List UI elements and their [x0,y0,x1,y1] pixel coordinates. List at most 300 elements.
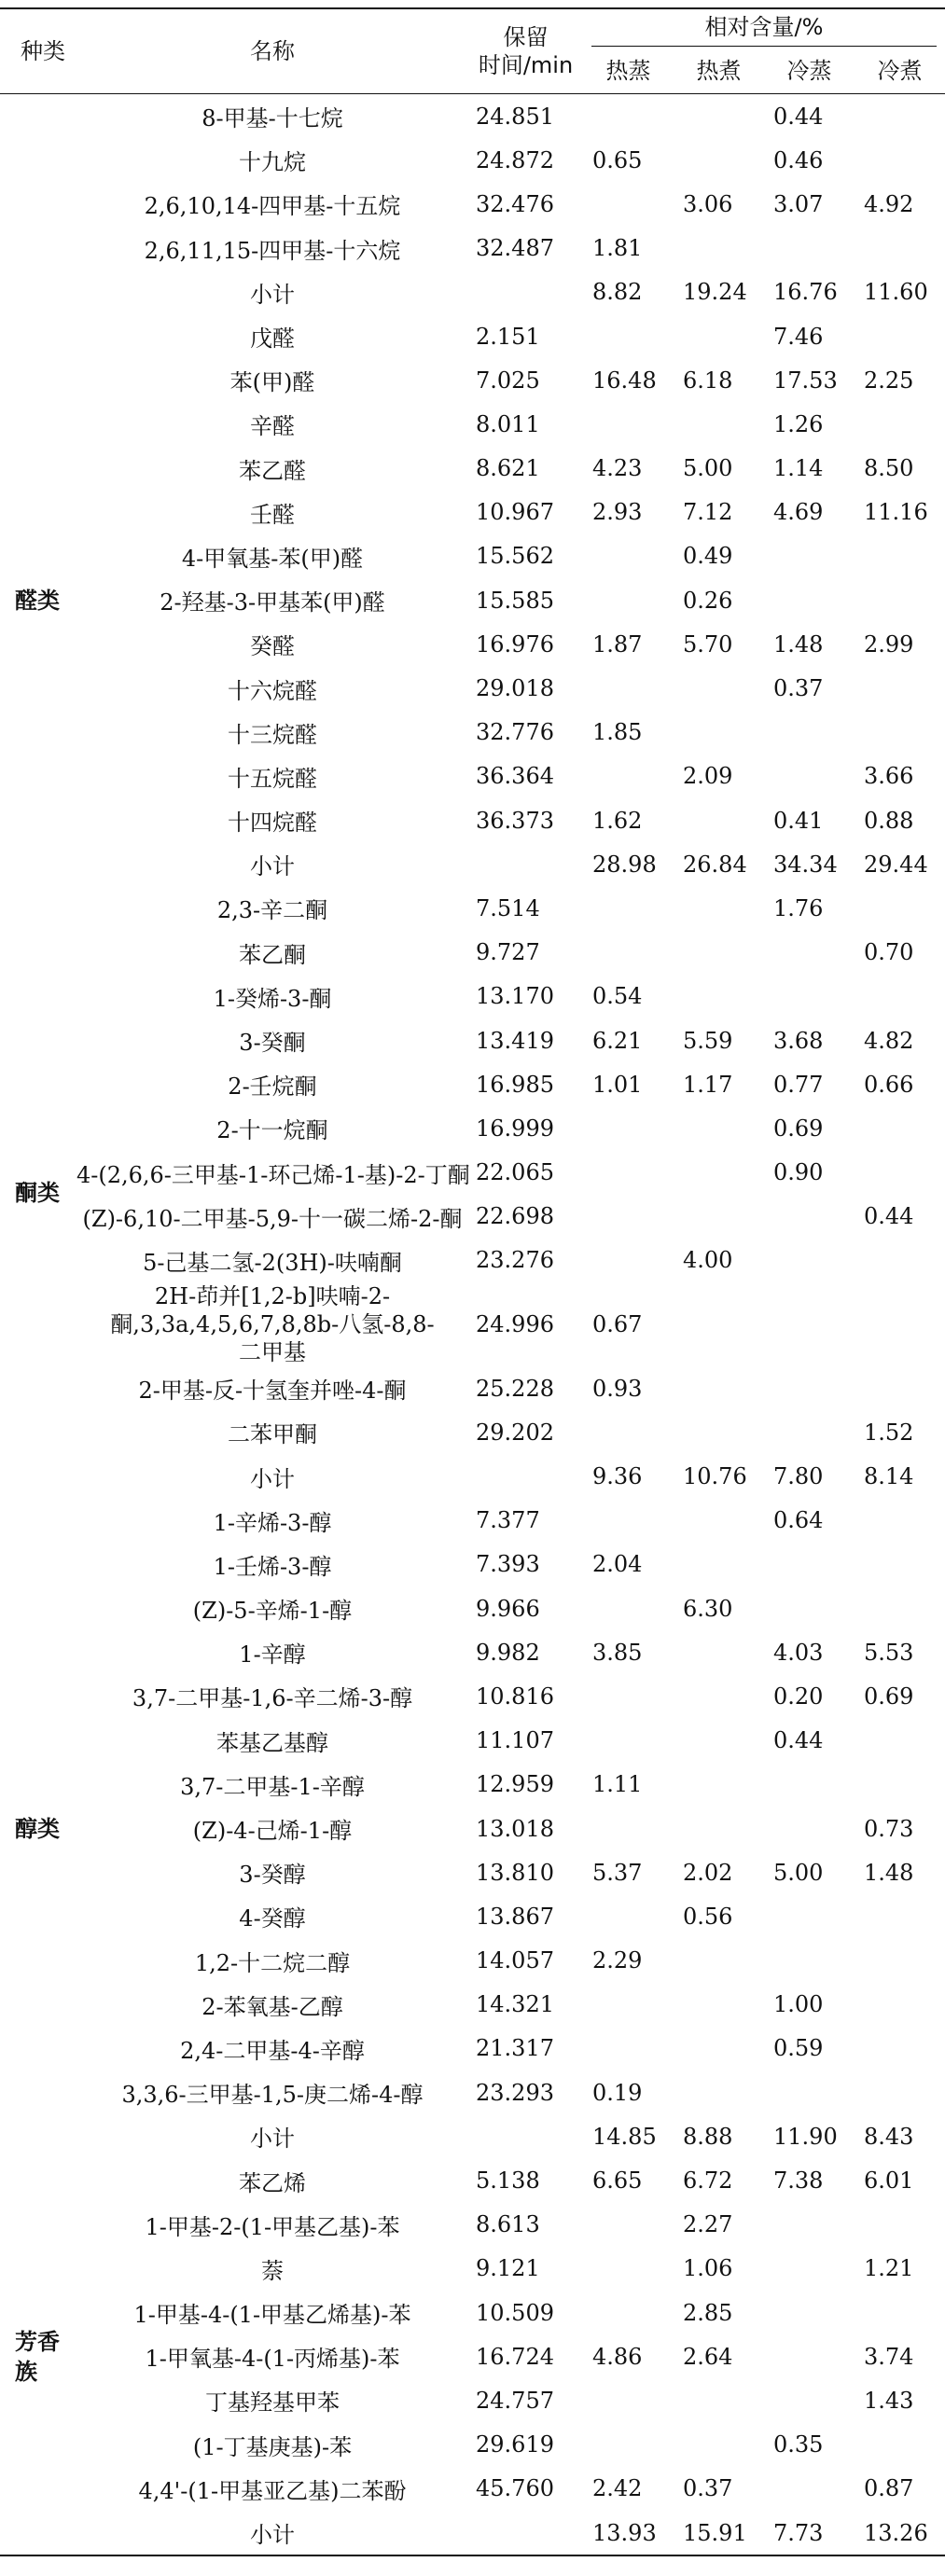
relative-content-value [674,886,764,930]
table-row [0,1366,945,1410]
relative-content-value [855,94,945,138]
relative-content-value [674,138,764,182]
relative-content-value [855,227,945,270]
relative-content-value: 14.85 [592,2123,657,2150]
relative-content-value [674,1763,764,1807]
compound-name [76,1106,468,1150]
table-row [0,755,945,798]
retention-time: 10.967 [476,499,554,526]
relative-content-value [674,2027,764,2070]
retention-time: 7.514 [476,894,540,921]
retention-time: 8.621 [476,455,540,482]
table-row [0,1983,945,2027]
table-row [0,798,945,842]
retention-time: 32.476 [476,190,554,217]
compound-name [76,1410,468,1454]
compound-name [76,1983,468,2027]
relative-content-value: 0.77 [773,1071,824,1098]
compound-name [76,798,468,842]
retention-time [468,2114,583,2158]
compound-name-text: 2-羟基-3-甲基苯(甲)醛 [160,589,385,616]
relative-content-value: 15.91 [683,2519,747,2546]
retention-time: 21.317 [476,2035,554,2062]
retention-time: 5.138 [476,2167,540,2195]
relative-content-value [855,1151,945,1195]
category-cell [0,886,76,1498]
relative-content-value: 1.48 [773,630,824,658]
relative-content-value [764,1195,855,1239]
relative-content-value [674,666,764,710]
relative-content-value: 19.24 [683,279,747,306]
compound-name-text: 2-甲基-反-十氢奎并唑-4-酮 [138,1378,407,1405]
relative-content-value: 8.14 [864,1463,914,1490]
relative-content-value: 1.17 [683,1071,733,1098]
table-row [0,227,945,270]
relative-content-value: 1.48 [864,1859,914,1886]
retention-time: 15.562 [476,543,554,570]
compound-name [76,1366,468,1410]
relative-content-value: 0.67 [592,1311,643,1338]
relative-content-value [583,2027,674,2070]
category-cell [0,1499,76,2159]
retention-time: 22.065 [476,1159,554,1186]
retention-time: 23.293 [476,2079,554,2106]
header-category: 种类 [21,38,65,64]
relative-content-value [855,1586,945,1630]
retention-time: 15.585 [476,587,554,614]
relative-content-value [583,1499,674,1543]
header-rt-line1: 保留 [503,24,549,50]
relative-content-value: 4.69 [773,499,824,526]
compound-name-text: 2H-茚并[1,2-b]呋喃-2-酮,3,3a,4,5,6,7,8,8b-八氢-8,8-二甲基 [110,1283,435,1366]
relative-content-value: 1.85 [592,719,643,746]
relative-content-value: 6.72 [683,2167,733,2195]
compound-name-text: 3,7-二甲基-1-辛醇 [180,1773,365,1800]
relative-content-value: 0.87 [864,2475,914,2502]
header-rt-line2: 时间/min [478,52,574,78]
relative-content-value: 3.68 [773,1027,824,1054]
category-cell [0,94,76,314]
table-row [0,314,945,358]
compound-name [76,447,468,491]
volatile-compounds-table [0,7,945,2556]
table-row [0,2247,945,2291]
relative-content-value [764,1894,855,1938]
compound-name [76,1195,468,1239]
table-row [0,1151,945,1195]
relative-content-value [764,931,855,975]
relative-content-value: 3.74 [864,2343,914,2370]
compound-name [76,1850,468,1894]
relative-content-value: 0.70 [864,939,914,966]
relative-content-value [764,1410,855,1454]
relative-content-value: 0.37 [773,675,824,702]
relative-content-value [583,2291,674,2334]
relative-content-value: 2.27 [683,2211,733,2238]
retention-time: 13.170 [476,983,554,1010]
relative-content-value: 1.87 [592,630,643,658]
compound-name-text: 小计 [250,281,295,308]
relative-content-value: 11.16 [864,499,928,526]
table-row [0,1586,945,1630]
compound-name-text: 3,7-二甲基-1,6-辛二烯-3-醇 [132,1685,413,1712]
relative-content-value [764,1807,855,1850]
compound-name-text: 1-辛醇 [239,1641,306,1669]
retention-time: 24.757 [476,2387,554,2414]
retention-time: 16.985 [476,1071,554,1098]
relative-content-value [764,1763,855,1807]
compound-name-text: 2,4-二甲基-4-辛醇 [180,2037,365,2064]
relative-content-value [764,1543,855,1586]
relative-content-value: 16.48 [592,367,657,394]
relative-content-value [583,94,674,138]
header-retention-time [468,9,583,94]
compound-name-text: 4-甲氧基-苯(甲)醛 [181,545,364,572]
relative-content-value [674,1410,764,1454]
relative-content-value: 8.88 [683,2123,733,2150]
relative-content-value [855,534,945,578]
compound-name-text: 4-(2,6,6-三甲基-1-环己烯-1-基)-2-丁酮 [76,1161,470,1188]
table-row [0,666,945,710]
table-row [0,94,945,138]
compound-name-text: 丁基羟基甲苯 [205,2389,340,2417]
table-row [0,1410,945,1454]
retention-time: 45.760 [476,2475,554,2502]
compound-name [76,2423,468,2467]
relative-content-value: 6.30 [683,1595,733,1622]
compound-name [76,402,468,446]
relative-content-value: 2.25 [864,367,914,394]
relative-content-value [674,1366,764,1410]
relative-content-value: 0.59 [773,2035,824,2062]
relative-content-value: 8.43 [864,2123,914,2150]
header-group-label: 相对含量/% [591,12,937,47]
compound-name [76,1807,468,1850]
compound-name-text: 1-癸烯-3-酮 [213,985,332,1012]
relative-content-value: 2.85 [683,2299,733,2326]
relative-content-value: 0.54 [592,983,643,1010]
compound-name-text: 十九烷 [239,149,306,176]
relative-content-value: 0.44 [773,103,824,130]
subtotal-row [0,2114,945,2158]
relative-content-value: 0.26 [683,587,733,614]
compound-name [76,2511,468,2555]
relative-content-value [855,666,945,710]
table-row [0,1018,945,1062]
relative-content-value: 7.80 [773,1463,824,1490]
compound-name-text: 癸醛 [250,633,295,660]
table-row [0,182,945,226]
relative-content-value [674,798,764,842]
header-sub: 热蒸 [605,58,651,84]
relative-content-value [583,1894,674,1938]
retention-time: 13.018 [476,1815,554,1842]
relative-content-value [583,402,674,446]
compound-name-text: 1-甲氧基-4-(1-丙烯基)-苯 [145,2346,400,2373]
relative-content-value [583,755,674,798]
retention-time: 10.509 [476,2299,554,2326]
retention-time [468,270,583,314]
compound-name-text: 2,6,10,14-四甲基-十五烷 [144,193,401,220]
table-row [0,534,945,578]
relative-content-value [674,1151,764,1195]
compound-name-text: 1-甲基-4-(1-甲基乙烯基)-苯 [133,2302,411,2329]
compound-name [76,1630,468,1674]
table-row [0,2334,945,2378]
relative-content-value [583,1983,674,2027]
subtotal-row [0,842,945,886]
relative-content-value [764,2203,855,2247]
table-row [0,1674,945,1718]
compound-name [76,534,468,578]
relative-content-value: 16.76 [773,279,838,306]
header-sub: 冷煮 [877,58,923,84]
retention-time: 12.959 [476,1771,554,1798]
relative-content-value: 0.20 [773,1683,824,1710]
relative-content-value: 0.49 [683,543,733,570]
compound-name-text: (Z)-4-己烯-1-醇 [192,1818,353,1845]
retention-time: 23.276 [476,1247,554,1274]
relative-content-value [583,2378,674,2422]
retention-time: 16.724 [476,2343,554,2370]
compound-name-text: 8-甲基-十七烷 [202,105,343,132]
category-label: 芳香族 [15,2328,60,2385]
compound-name [76,138,468,182]
relative-content-value: 26.84 [683,851,747,878]
relative-content-value: 2.64 [683,2343,733,2370]
compound-name [76,578,468,622]
table-row [0,1282,945,1366]
compound-name [76,1586,468,1630]
relative-content-value [674,711,764,755]
compound-name [76,94,468,138]
retention-time: 7.393 [476,1551,540,1578]
compound-name-text: 苯基乙基醇 [216,1729,328,1756]
retention-time: 8.613 [476,2211,540,2238]
retention-time: 36.373 [476,807,554,834]
compound-name [76,755,468,798]
relative-content-value [764,1366,855,1410]
relative-content-value [583,1674,674,1718]
compound-name [76,227,468,270]
relative-content-value [674,1939,764,1983]
relative-content-value: 0.41 [773,807,824,834]
relative-content-value [583,1807,674,1850]
relative-content-value: 13.26 [864,2519,928,2546]
compound-name-text: (Z)-6,10-二甲基-5,9-十一碳二烯-2-酮 [82,1205,463,1232]
relative-content-value: 34.34 [773,851,838,878]
relative-content-value [855,2027,945,2070]
retention-time: 10.816 [476,1683,554,1710]
table-row [0,1630,945,1674]
retention-time: 16.976 [476,630,554,658]
compound-name [76,1763,468,1807]
category-label: 醇类 [15,1815,60,1842]
relative-content-value: 4.00 [683,1247,733,1274]
compound-name-text: 戊醛 [250,325,295,353]
relative-content-value [583,931,674,975]
relative-content-value [674,1543,764,1586]
relative-content-value [764,975,855,1018]
table-row [0,2203,945,2247]
retention-time [468,842,583,886]
relative-content-value: 4.03 [773,1639,824,1666]
compound-name [76,2158,468,2202]
subtotal-row [0,1454,945,1498]
relative-content-value: 28.98 [592,851,657,878]
relative-content-value [855,2070,945,2114]
relative-content-value [583,182,674,226]
compound-name-text: 苯乙酮 [239,941,306,968]
relative-content-value [855,1282,945,1366]
relative-content-value [674,931,764,975]
relative-content-value [583,1151,674,1195]
relative-content-value [855,578,945,622]
relative-content-value: 13.93 [592,2519,657,2546]
header-name: 名称 [250,38,295,64]
relative-content-value: 1.11 [592,1771,643,1798]
relative-content-value [764,711,855,755]
compound-name [76,1543,468,1586]
header-sub: 热煮 [696,58,742,84]
compound-name [76,1894,468,1938]
compound-name [76,358,468,402]
relative-content-value: 1.76 [773,894,824,921]
relative-content-value: 0.37 [683,2475,733,2502]
retention-time: 25.228 [476,1375,554,1402]
compound-name [76,182,468,226]
compound-name [76,2070,468,2114]
table-row [0,1850,945,1894]
relative-content-value [674,1674,764,1718]
relative-content-value: 3.85 [592,1639,643,1666]
compound-name [76,2027,468,2070]
relative-content-value: 0.69 [864,1683,914,1710]
relative-content-value [674,1719,764,1763]
relative-content-value [855,2291,945,2334]
relative-content-value: 1.62 [592,807,643,834]
relative-content-value [855,886,945,930]
compound-name-text: 小计 [250,2126,295,2153]
table-row [0,447,945,491]
relative-content-value [855,711,945,755]
relative-content-value [674,1106,764,1150]
relative-content-value [583,666,674,710]
table-body [0,94,945,2555]
relative-content-value: 1.14 [773,455,824,482]
relative-content-value: 1.26 [773,410,824,437]
relative-content-value: 2.99 [864,630,914,658]
relative-content-value: 1.06 [683,2255,733,2282]
relative-content-value: 1.21 [864,2255,914,2282]
relative-content-value [674,1630,764,1674]
retention-time: 29.018 [476,675,554,702]
table-row [0,1239,945,1282]
relative-content-value: 2.09 [683,763,733,790]
compound-name [76,2291,468,2334]
table-row [0,138,945,182]
table-row [0,1807,945,1850]
retention-time: 24.851 [476,103,554,130]
retention-time: 9.121 [476,2255,540,2282]
compound-name-text: 1-辛烯-3-醇 [213,1509,332,1536]
relative-content-value: 0.44 [864,1203,914,1230]
retention-time: 14.057 [476,1947,554,1974]
compound-name [76,1674,468,1718]
compound-name [76,1151,468,1195]
table-row [0,1499,945,1543]
relative-content-value [583,534,674,578]
table-row [0,1195,945,1239]
relative-content-value [855,1106,945,1150]
compound-name-text: 十六烷醛 [228,677,317,704]
relative-content-value [583,2203,674,2247]
relative-content-value [855,1763,945,1807]
compound-name-text: 1-壬烯-3-醇 [213,1553,332,1580]
relative-content-value: 1.43 [864,2387,914,2414]
retention-time: 16.999 [476,1115,554,1142]
relative-content-value: 7.73 [773,2519,824,2546]
relative-content-value: 0.56 [683,1903,733,1930]
relative-content-value: 1.81 [592,235,643,262]
relative-content-value: 6.18 [683,367,733,394]
compound-name [76,711,468,755]
table-row [0,2158,945,2202]
relative-content-value: 5.37 [592,1859,643,1886]
compound-name-text: 2,6,11,15-四甲基-十六烷 [144,237,401,264]
compound-name-text: (1-丁基庚基)-苯 [192,2433,353,2460]
relative-content-value [583,1106,674,1150]
table-row [0,491,945,534]
relative-content-value [855,1939,945,1983]
compound-name [76,314,468,358]
relative-content-value: 10.76 [683,1463,747,1490]
relative-content-value: 0.65 [592,146,643,173]
retention-time: 14.321 [476,1991,554,2018]
relative-content-value [855,1499,945,1543]
retention-time: 13.810 [476,1859,554,1886]
relative-content-value [583,1410,674,1454]
retention-time: 8.011 [476,410,540,437]
table-row [0,1894,945,1938]
relative-content-value: 0.93 [592,1375,643,1402]
relative-content-value [855,1983,945,2027]
compound-name [76,2247,468,2291]
relative-content-value [855,1366,945,1410]
relative-content-value [764,2334,855,2378]
retention-time [468,2511,583,2555]
category-cell [0,2158,76,2555]
relative-content-value: 2.42 [592,2475,643,2502]
relative-content-value: 2.02 [683,1859,733,1886]
table-row [0,1763,945,1807]
relative-content-value [674,1282,764,1366]
retention-time: 11.107 [476,1727,554,1754]
compound-name-text: 5-己基二氢-2(3H)-呋喃酮 [143,1249,402,1276]
relative-content-value: 11.60 [864,279,928,306]
compound-name-text: 2-苯氧基-乙醇 [202,1993,343,2020]
relative-content-value: 1.52 [864,1419,914,1446]
table-row [0,2027,945,2070]
relative-content-value [674,94,764,138]
relative-content-value [764,2291,855,2334]
header-relative-content [583,9,945,48]
retention-time: 24.872 [476,146,554,173]
relative-content-value: 7.38 [773,2167,824,2195]
compound-name-text: 3-癸醇 [239,1862,306,1889]
category-label: 醛类 [15,587,60,614]
compound-name [76,1719,468,1763]
